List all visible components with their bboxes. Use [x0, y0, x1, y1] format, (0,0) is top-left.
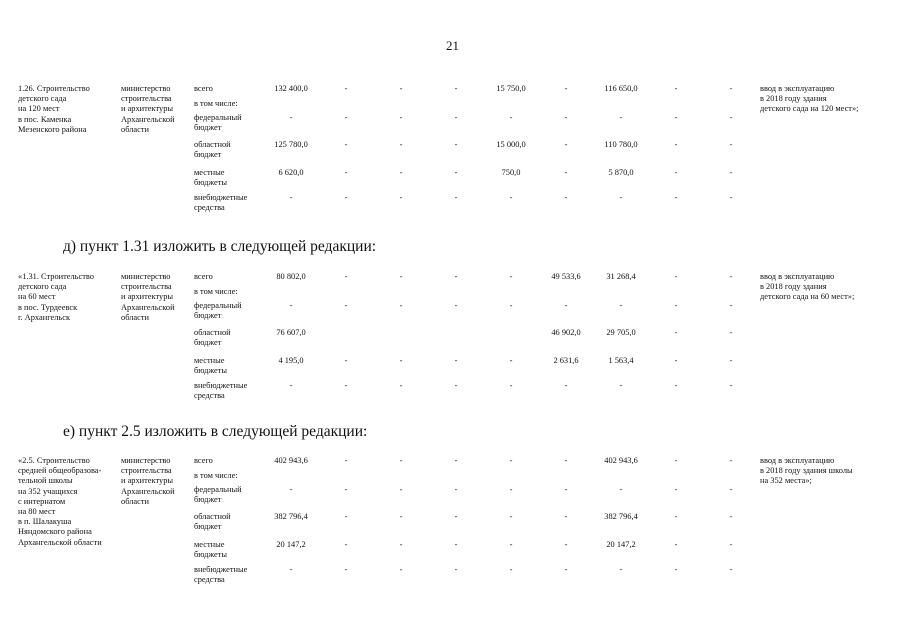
funding-value-cell: 125 780,0 — [274, 140, 308, 149]
funding-value-cell: - — [619, 485, 623, 494]
funding-value-cell: - — [564, 113, 568, 122]
funding-value-cell: - — [289, 301, 293, 310]
funding-value-cell: 2 631,6 — [553, 356, 579, 365]
funding-value-cell: - — [729, 512, 733, 521]
funding-value-cell: - — [509, 193, 513, 202]
funding-value-cell: - — [399, 356, 403, 365]
funding-value-cell: - — [399, 193, 403, 202]
funding-value-cell: 1 563,4 — [608, 356, 634, 365]
funding-value-cell: - — [344, 113, 348, 122]
funding-value-cell: - — [674, 272, 678, 281]
funding-value-cell: - — [289, 113, 293, 122]
funding-value-cell: - — [564, 565, 568, 574]
funding-value-cell: - — [564, 540, 568, 549]
expected-result: ввод в эксплуатацию в 2018 году здания детского сада на 60 мест»; — [760, 272, 855, 302]
funding-value-cell: 116 650,0 — [604, 84, 638, 93]
funding-source-label: федеральный бюджет — [194, 113, 242, 133]
funding-value-cell: - — [399, 565, 403, 574]
funding-value-cell: - — [454, 168, 458, 177]
funding-value-cell: - — [619, 301, 623, 310]
funding-value-cell: 132 400,0 — [274, 84, 308, 93]
funding-source-label: всего — [194, 84, 213, 93]
funding-value-cell: - — [509, 485, 513, 494]
funding-value-cell: 80 802,0 — [276, 272, 306, 281]
funding-source-label: областной бюджет — [194, 140, 231, 160]
funding-value-cell: - — [344, 512, 348, 521]
funding-value-cell: - — [729, 84, 733, 93]
funding-value-cell: - — [674, 565, 678, 574]
funding-value-cell: - — [674, 540, 678, 549]
funding-value-cell: - — [509, 301, 513, 310]
funding-source-label: внебюджетные средства — [194, 381, 248, 401]
funding-value-cell: - — [564, 485, 568, 494]
funding-value-cell: - — [289, 485, 293, 494]
page-number: 21 — [446, 38, 459, 53]
funding-value-cell: 15 000,0 — [496, 140, 526, 149]
funding-value-cell: 29 705,0 — [606, 328, 636, 337]
funding-value-cell: - — [674, 381, 678, 390]
responsible-executor: министерство строительства и архитектуры Архангельской области — [121, 456, 175, 506]
funding-source-label: внебюджетные средства — [194, 193, 248, 213]
funding-value-cell: - — [454, 485, 458, 494]
funding-source-label: в том числе: — [194, 287, 238, 296]
funding-value-cell: - — [674, 301, 678, 310]
funding-value-cell: - — [674, 485, 678, 494]
responsible-executor: министерство строительства и архитектуры Архангельской области — [121, 84, 175, 134]
responsible-executor: министерство строительства и архитектуры Архангельской области — [121, 272, 175, 322]
funding-value-cell: - — [509, 456, 513, 465]
funding-source-label: местные бюджеты — [194, 540, 228, 560]
funding-source-label: областной бюджет — [194, 328, 231, 348]
funding-value-cell: 31 268,4 — [606, 272, 636, 281]
funding-value-cell: - — [509, 512, 513, 521]
funding-value-cell: - — [454, 272, 458, 281]
funding-value-cell: - — [509, 381, 513, 390]
funding-value-cell: - — [619, 193, 623, 202]
funding-value-cell: - — [674, 84, 678, 93]
expected-result: ввод в эксплуатацию в 2018 году здания школы на 352 места»; — [760, 456, 853, 486]
funding-value-cell: 750,0 — [501, 168, 521, 177]
funding-source-label: в том числе: — [194, 471, 238, 480]
funding-source-label: всего — [194, 272, 213, 281]
funding-source-label: федеральный бюджет — [194, 485, 242, 505]
funding-value-cell: 382 796,4 — [274, 512, 308, 521]
funding-value-cell: - — [564, 456, 568, 465]
funding-value-cell: - — [454, 456, 458, 465]
funding-value-cell: - — [454, 84, 458, 93]
funding-value-cell: - — [564, 140, 568, 149]
funding-value-cell: - — [674, 140, 678, 149]
funding-source-label: федеральный бюджет — [194, 301, 242, 321]
funding-value-cell: - — [399, 485, 403, 494]
funding-value-cell: 15 750,0 — [496, 84, 526, 93]
funding-value-cell: - — [674, 512, 678, 521]
funding-value-cell: 402 943,6 — [274, 456, 308, 465]
funding-value-cell: - — [619, 381, 623, 390]
table-block — [0, 272, 905, 407]
funding-value-cell: - — [564, 193, 568, 202]
funding-value-cell: - — [344, 140, 348, 149]
funding-value-cell: - — [729, 272, 733, 281]
object-description: 1.26. Строительство детского сада на 120 мест в пос. Каменка Мезенского района — [18, 84, 90, 134]
funding-value-cell: - — [344, 84, 348, 93]
funding-value-cell: 6 620,0 — [278, 168, 304, 177]
funding-value-cell: - — [729, 140, 733, 149]
funding-value-cell: - — [509, 356, 513, 365]
funding-value-cell: - — [344, 168, 348, 177]
funding-value-cell: - — [509, 113, 513, 122]
funding-value-cell: - — [399, 381, 403, 390]
funding-value-cell: - — [454, 565, 458, 574]
funding-value-cell: - — [399, 512, 403, 521]
object-description: «1.31. Строительство детского сада на 60 мест в пос. Турдеевск г. Архангельск — [18, 272, 94, 322]
funding-value-cell: - — [454, 512, 458, 521]
funding-value-cell: - — [344, 272, 348, 281]
funding-source-label: в том числе: — [194, 99, 238, 108]
funding-value-cell: - — [729, 193, 733, 202]
funding-value-cell: - — [454, 140, 458, 149]
funding-value-cell: - — [289, 565, 293, 574]
funding-value-cell: - — [344, 301, 348, 310]
funding-value-cell: - — [674, 356, 678, 365]
funding-value-cell: - — [344, 540, 348, 549]
funding-value-cell: - — [344, 381, 348, 390]
funding-value-cell: - — [399, 456, 403, 465]
funding-value-cell: - — [509, 272, 513, 281]
funding-value-cell: - — [399, 272, 403, 281]
funding-value-cell: - — [674, 328, 678, 337]
funding-value-cell: 49 533,6 — [551, 272, 581, 281]
funding-value-cell: - — [619, 113, 623, 122]
funding-value-cell: - — [729, 356, 733, 365]
funding-value-cell: 20 147,2 — [276, 540, 306, 549]
funding-value-cell: - — [729, 485, 733, 494]
funding-value-cell: 110 780,0 — [604, 140, 638, 149]
funding-value-cell: - — [399, 301, 403, 310]
object-description: «2.5. Строительство средней общеобразова- тельной школы на 352 учащихся с интернатом на 80 мест в п. Шалакуша Няндомского района Архангельской области — [18, 456, 102, 547]
expected-result: ввод в эксплуатацию в 2018 году здания детского сада на 120 мест»; — [760, 84, 859, 114]
funding-value-cell: - — [729, 301, 733, 310]
funding-value-cell: - — [729, 540, 733, 549]
funding-value-cell: 46 902,0 — [551, 328, 581, 337]
funding-value-cell: - — [399, 540, 403, 549]
funding-value-cell: 76 607,0 — [276, 328, 306, 337]
funding-value-cell: - — [399, 168, 403, 177]
table-block — [0, 456, 905, 596]
funding-value-cell: - — [674, 193, 678, 202]
funding-value-cell: 4 195,0 — [278, 356, 304, 365]
funding-value-cell: - — [344, 356, 348, 365]
funding-value-cell: - — [454, 381, 458, 390]
funding-value-cell: - — [729, 565, 733, 574]
funding-value-cell: - — [344, 193, 348, 202]
funding-value-cell: - — [454, 193, 458, 202]
funding-value-cell: 382 796,4 — [604, 512, 638, 521]
funding-value-cell: - — [564, 301, 568, 310]
funding-value-cell: - — [344, 485, 348, 494]
table-block — [0, 84, 905, 219]
funding-value-cell: - — [729, 168, 733, 177]
funding-value-cell: - — [509, 540, 513, 549]
funding-source-label: внебюджетные средства — [194, 565, 248, 585]
funding-value-cell: - — [289, 193, 293, 202]
funding-source-label: местные бюджеты — [194, 168, 228, 188]
funding-value-cell: - — [344, 456, 348, 465]
funding-value-cell: - — [674, 113, 678, 122]
funding-value-cell: - — [674, 456, 678, 465]
section-heading: е) пункт 2.5 изложить в следующей редакции: — [63, 423, 368, 440]
funding-value-cell: - — [344, 565, 348, 574]
funding-value-cell: - — [729, 456, 733, 465]
funding-value-cell: - — [564, 512, 568, 521]
funding-value-cell: - — [454, 356, 458, 365]
funding-value-cell: - — [399, 140, 403, 149]
funding-value-cell: - — [454, 301, 458, 310]
funding-source-label: областной бюджет — [194, 512, 231, 532]
funding-value-cell: 5 870,0 — [608, 168, 634, 177]
funding-value-cell: - — [509, 565, 513, 574]
funding-value-cell: - — [289, 381, 293, 390]
funding-value-cell: - — [729, 328, 733, 337]
funding-value-cell: 20 147,2 — [606, 540, 636, 549]
section-heading: д) пункт 1.31 изложить в следующей редакции: — [63, 238, 377, 255]
funding-value-cell: - — [564, 168, 568, 177]
funding-value-cell: - — [399, 113, 403, 122]
funding-value-cell: - — [454, 540, 458, 549]
funding-value-cell: - — [674, 168, 678, 177]
funding-value-cell: - — [564, 84, 568, 93]
funding-value-cell: - — [454, 113, 458, 122]
funding-source-label: всего — [194, 456, 213, 465]
funding-value-cell: - — [399, 84, 403, 93]
funding-value-cell: - — [564, 381, 568, 390]
funding-value-cell: - — [729, 381, 733, 390]
funding-value-cell: 402 943,6 — [604, 456, 638, 465]
funding-value-cell: - — [729, 113, 733, 122]
funding-source-label: местные бюджеты — [194, 356, 228, 376]
funding-value-cell: - — [619, 565, 623, 574]
